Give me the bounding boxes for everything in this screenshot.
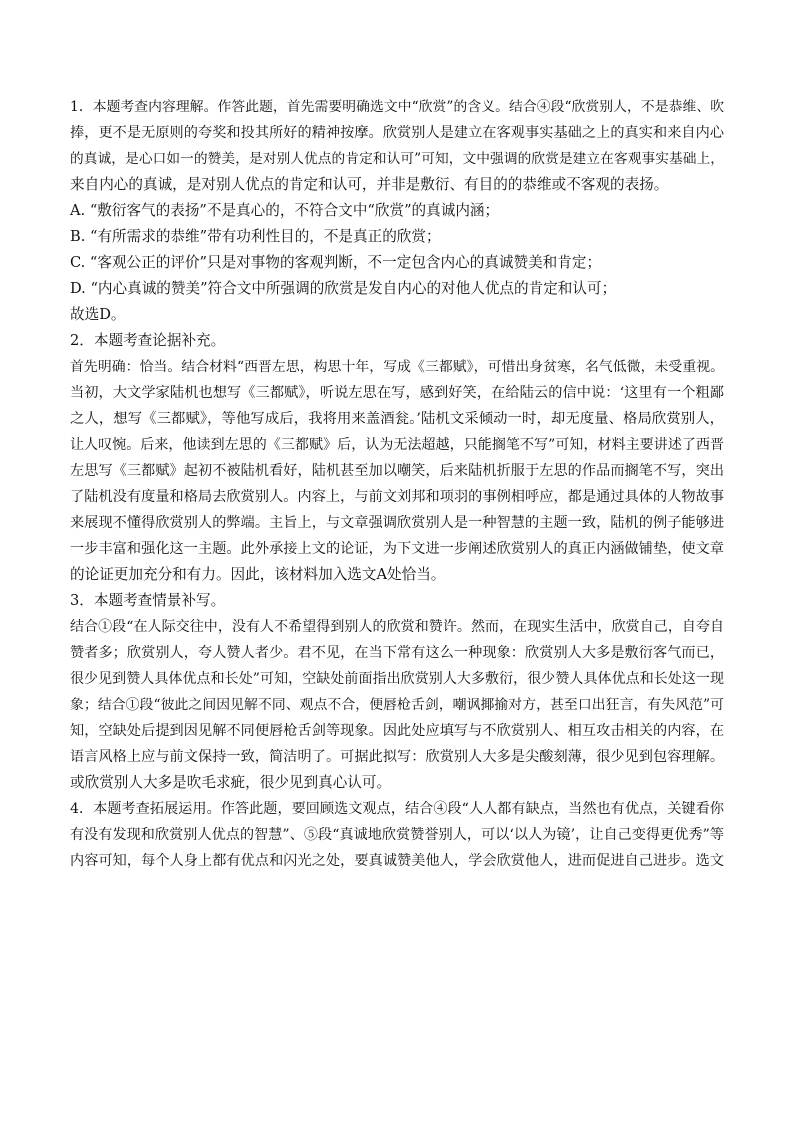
text-line: 或欣赏别人大多是吹毛求疵，很少见到真心认可。: [70, 774, 392, 791]
text-line: 2．本题考查论据补充。: [70, 332, 226, 349]
text-line: 一步丰富和强化这一主题。此外承接上文的论证，为下文进一步阐述欣赏别人的真正内涵做铺垫，使文章: [70, 541, 724, 557]
text-line: 知，空缺处后提到因见解不同便唇枪舌剑等现象。因此处应填写与不欣赏别人、相互攻击相关的内容，在: [70, 723, 724, 739]
text-line: 左思写《三都赋》起初不被陆机看好，陆机甚至加以嘲笑，后来陆机折服于左思的作品而搁笔不写，突出: [70, 463, 724, 479]
text-line: C. “客观公正的评价”只是对事物的客观判断，不一定包含内心的真诚赞美和肯定；: [70, 254, 602, 271]
text-line: 捧，更不是无原则的夸奖和投其所好的精神按摩。欣赏别人是建立在客观事实基础之上的真实和来自内心: [70, 125, 724, 141]
text-line: 来展现不懂得欣赏别人的弊端。主旨上，与文章强调欣赏别人是一种智慧的主题一致，陆机的例子能够进: [70, 515, 724, 531]
text-line: A. “敷衍客气的表扬”不是真心的，不符合文中“欣赏”的真诚内涵；: [70, 202, 500, 219]
text-line: 故选D。: [70, 306, 126, 323]
text-line: 让人叹惋。后来，他读到左思的《三都赋》后，认为无法超越，只能搁笔不写”可知，材料主要讲述了西晋: [70, 437, 724, 453]
document-body: [70, 94, 724, 874]
text-line: 来自内心的真诚，是对别人优点的肯定和认可，并非是敷衍、有目的的恭维或不客观的表扬。: [70, 176, 669, 193]
text-line: 结合①段“在人际交往中，没有人不希望得到别人的欣赏和赞许。然而，在现实生活中，欣赏自己，自夸自: [70, 619, 724, 635]
text-line: 之人，想写《三都赋》，等他写成后，我将用来盖酒瓮。’陆机文采倾动一时，却无度量、格局欣赏别人，: [70, 411, 724, 427]
text-line: 语言风格上应与前文保持一致，简洁明了。可据此拟写：欣赏别人大多是尖酸刻薄，很少见到包容理解。: [70, 749, 724, 765]
text-line: 了陆机没有度量和格局去欣赏别人。内容上，与前文刘邦和项羽的事例相呼应，都是通过具体的人物故事: [70, 489, 724, 505]
text-line: 4．本题考查拓展运用。作答此题，要回顾选文观点，结合④段“人人都有缺点，当然也有优点，关键看你: [70, 801, 724, 817]
text-line: 有没有发现和欣赏别人优点的智慧”、⑤段“真诚地欣赏赞誉别人，可以‘以人为镜’，让自己变得更优秀”等: [70, 827, 724, 843]
text-line: 首先明确：恰当。结合材料“西晋左思，构思十年，写成《三都赋》，可惜出身贫寒，名气低微，未受重视。: [70, 359, 724, 375]
text-line: D. “内心真诚的赞美”符合文中所强调的欣赏是发自内心的对他人优点的肯定和认可；: [70, 280, 617, 297]
text-line: 象；结合①段“彼此之间因见解不同、观点不合，便唇枪舌剑，嘲讽揶揄对方，甚至口出狂言，有失风范”可: [70, 697, 724, 713]
text-line: 的论证更加充分和有力。因此，该材料加入选文A处恰当。: [70, 566, 446, 583]
text-line: 3．本题考查情景补写。: [70, 592, 226, 609]
text-line: B. “有所需求的恭维”带有功利性目的，不是真正的欣赏；: [70, 228, 441, 245]
text-line: 1．本题考查内容理解。作答此题，首先需要明确选文中“欣赏”的含义。结合④段“欣赏别人，不是恭维、吹: [70, 99, 724, 115]
text-line: 当初，大文学家陆机也想写《三都赋》，听说左思在写，感到好笑，在给陆云的信中说：‘这里有一个粗鄙: [70, 385, 724, 401]
text-line: 赞者多；欣赏别人，夸人赞人者少。君不见，在当下常有这么一种现象：欣赏别人大多是敷衍客气而已，: [70, 645, 724, 661]
text-line: 的真诚，是心口如一的赞美，是对别人优点的肯定和认可”可知，文中强调的欣赏是建立在客观事实基础上，: [70, 151, 724, 167]
text-line: 内容可知，每个人身上都有优点和闪光之处，要真诚赞美他人，学会欣赏他人，进而促进自己进步。选文: [70, 853, 724, 869]
text-line: 很少见到赞人具体优点和长处”可知，空缺处前面指出欣赏别人大多敷衍，很少赞人具体优点和长处这一现: [70, 671, 724, 687]
